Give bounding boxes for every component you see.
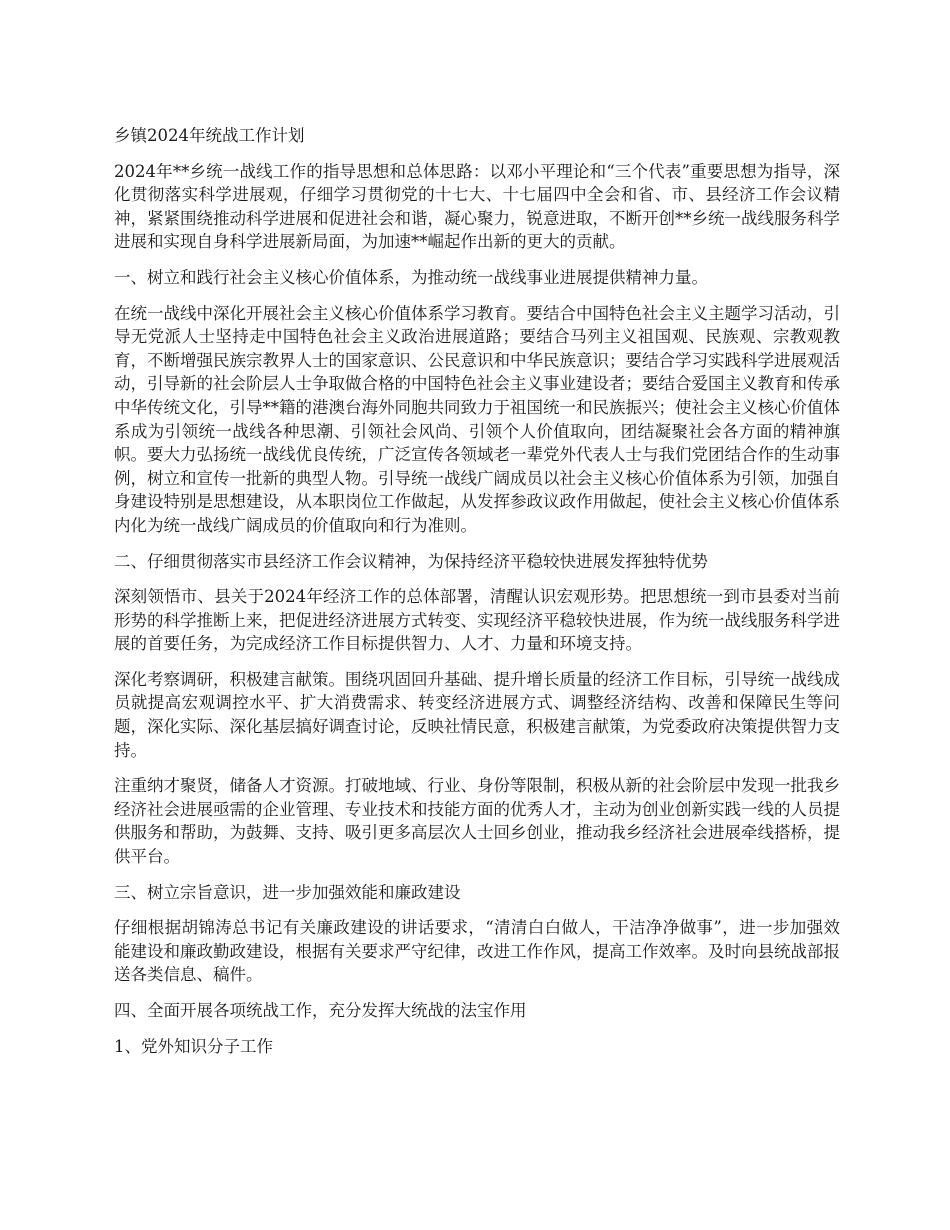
paragraph-talent-reserve: 注重纳才聚贤，储备人才资源。打破地域、行业、身份等限制，积极从新的社会阶层中发现一批我乡经济社会进展亟需的企业管理、专业技术和技能方面的优秀人才，主动为创业创新实践一线的人员提供服务和帮助，为鼓舞、支持、吸引更多高层次人士回乡创业，推动我乡经济社会进展牵线搭桥，提供平台。 bbox=[114, 776, 840, 867]
paragraph-economic-deployment: 深刻领悟市、县关于2024年经济工作的总体部署，清醒认识宏观形势。把思想统一到市县委对当前形势的科学推断上来，把促进经济进展方式转变、实现经济平稳较快进展，作为统一战线服务科学进展的首要任务，为完成经济工作目标提供智力、人才、力量和环境支持。 bbox=[114, 587, 840, 654]
subsection-heading-1: 1、党外知识分子工作 bbox=[114, 1036, 273, 1056]
section-heading-4: 四、全面开展各项统战工作，充分发挥大统战的法宝作用 bbox=[114, 1001, 527, 1020]
paragraph-guiding-ideology: 2024年**乡统一战线工作的指导思想和总体思路：以邓小平理论和“三个代表”重要思想为指导，深化贯彻落实科学进展观，仔细学习贯彻党的十七大、十七届四中全会和省、市、县经济工作会议精神，紧紧围绕推动科学进展和促进社会和谐，凝心聚力，锐意进取，不断开创**乡统一战线服务科学进展和实现自身科学进展新局面，为加速**崛起作出新的更大的贡献。 bbox=[114, 161, 840, 252]
document-title: 乡镇2024年统战工作计划 bbox=[114, 126, 305, 145]
section-heading-1: 一、树立和践行社会主义核心价值体系，为推动统一战线事业进展提供精神力量。 bbox=[114, 267, 708, 287]
document-body bbox=[114, 124, 840, 1070]
paragraph-integrity: 仔细根据胡锦涛总书记有关廉政建设的讲话要求，“清清白白做人，干洁净净做事”，进一步加强效能建设和廉政勤政建设，根据有关要求严守纪律，改进工作作风，提高工作效率。及时向县统战部报送各类信息、稿件。 bbox=[114, 918, 840, 985]
section-heading-2: 二、仔细贯彻落实市县经济工作会议精神，为保持经济平稳较快进展发挥独特优势 bbox=[114, 551, 708, 571]
paragraph-research-advice: 深化考察调研，积极建言献策。围绕巩固回升基础、提升增长质量的经济工作目标，引导统一战线成员就提高宏观调控水平、扩大消费需求、转变经济进展方式、调整经济结构、改善和保障民生等问题，深化实际、深化基层搞好调查讨论，反映社情民意，积极建言献策，为党委政府决策提供智力支持。 bbox=[114, 669, 840, 760]
paragraph-core-values: 在统一战线中深化开展社会主义核心价值体系学习教育。要结合中国特色社会主义主题学习活动，引导无党派人士坚持走中国特色社会主义政治进展道路；要结合马列主义祖国观、民族观、宗教观教育，不断增强民族宗教界人士的国家意识、公民意识和中华民族意识；要结合学习实践科学进展观活动，引导新的社会阶层人士争取做合格的中国特色社会主义事业建设者；要结合爱国主义教育和传承中华传统文化，引导**籍的港澳台海外同胞共同致力于祖国统一和民族振兴；使社会主义核心价值体系成为引领统一战线各种思潮、引领社会风尚、引领个人价值取向，团结凝聚社会各方面的精神旗帜。要大力弘扬统一战线优良传统，广泛宣传各领域老一辈党外代表人士与我们党团结合作的生动事例，树立和宣传一批新的典型人物。引导统一战线广阔成员以社会主义核心价值体系为引领，加强自身建设特别是思想建设，从本职岗位工作做起，从发挥参政议政作用做起，使社会主义核心价值体系内化为统一战线广阔成员的价值取向和行为准则。 bbox=[114, 303, 840, 535]
section-heading-3: 三、树立宗旨意识，进一步加强效能和廉政建设 bbox=[114, 882, 461, 902]
